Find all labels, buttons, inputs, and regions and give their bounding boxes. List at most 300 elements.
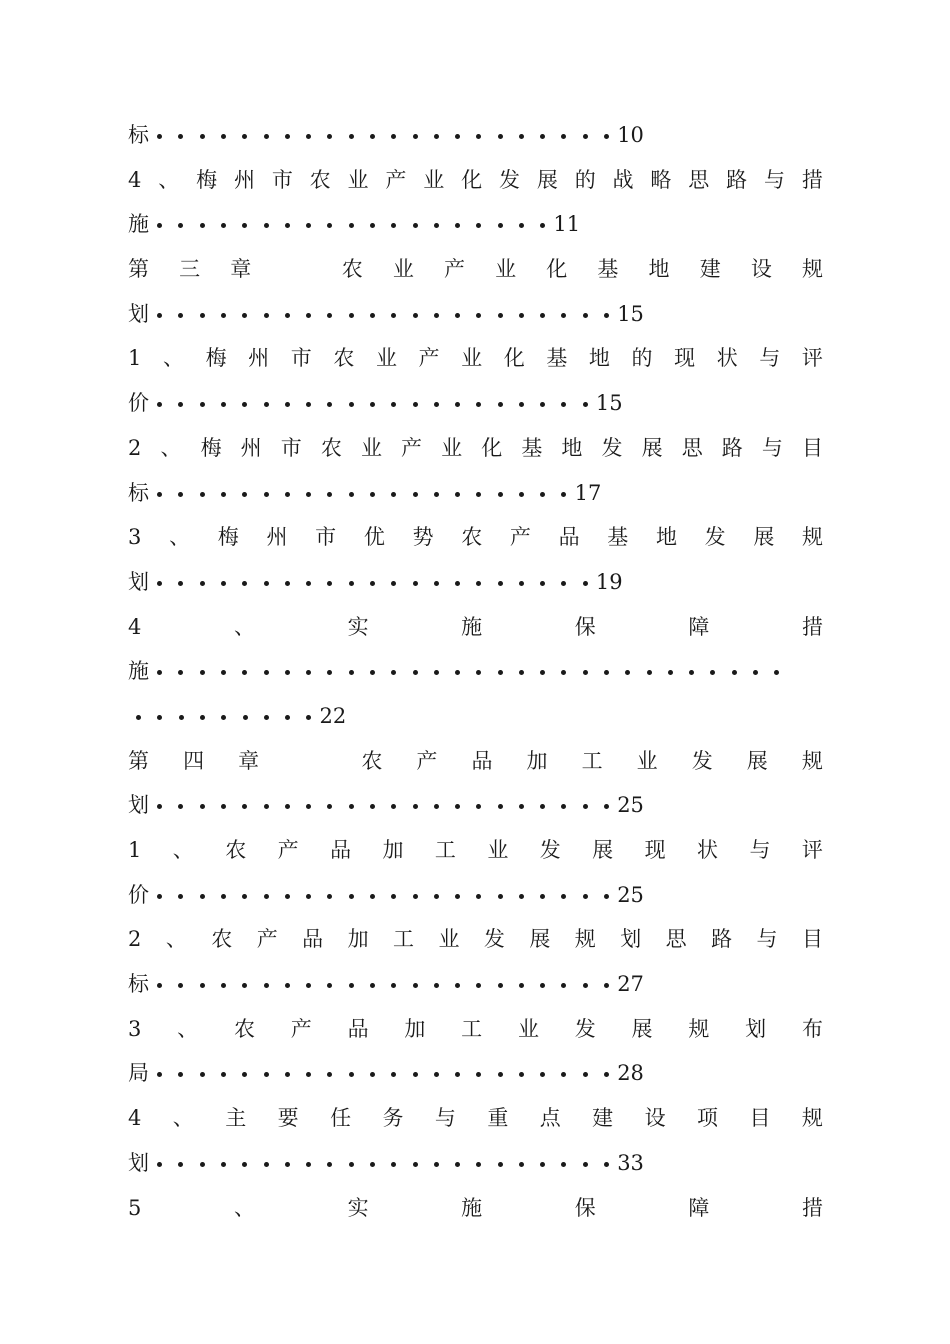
leader-dot bbox=[349, 983, 354, 988]
leader-dot bbox=[434, 492, 439, 497]
toc-entry-leader-line bbox=[128, 1141, 823, 1186]
leader-dot bbox=[327, 223, 332, 228]
leader-dot bbox=[327, 313, 332, 318]
leader-dot bbox=[604, 983, 609, 988]
leader-dot bbox=[774, 670, 779, 675]
leader-dot bbox=[519, 581, 524, 586]
toc-entry-leader-line bbox=[128, 381, 823, 426]
leader-dot bbox=[583, 134, 588, 139]
toc-title-char: 、 bbox=[158, 167, 180, 192]
leader-dot bbox=[455, 983, 460, 988]
leader-dot bbox=[242, 402, 247, 407]
toc-title-char: 规 bbox=[801, 748, 823, 773]
toc-title-char: 发 bbox=[483, 927, 505, 952]
toc-title-char: 实 bbox=[347, 1195, 369, 1220]
toc-title-char: 业 bbox=[495, 257, 517, 282]
leader-dot bbox=[476, 1072, 481, 1077]
toc-entry-leader-line bbox=[128, 292, 823, 337]
toc-entry-title-line bbox=[128, 247, 823, 292]
leader-dot bbox=[519, 223, 524, 228]
leader-dot bbox=[157, 581, 162, 586]
leader-dot bbox=[391, 894, 396, 899]
leader-dot bbox=[498, 134, 503, 139]
leader-dot bbox=[327, 670, 332, 675]
leader-dot bbox=[540, 894, 545, 899]
toc-title-tail: 划 bbox=[128, 1150, 149, 1175]
toc-title-char: 基 bbox=[607, 525, 629, 550]
leader-dot bbox=[285, 894, 290, 899]
leader-dot bbox=[306, 581, 311, 586]
leader-dot bbox=[370, 402, 375, 407]
toc-title-char: 障 bbox=[688, 614, 710, 639]
leader-dot bbox=[583, 804, 588, 809]
leader-dot bbox=[327, 983, 332, 988]
page-number: 22 bbox=[319, 703, 347, 728]
toc-title-char: 州 bbox=[248, 346, 270, 371]
toc-title-char: 路 bbox=[711, 927, 733, 952]
leader-dot bbox=[434, 670, 439, 675]
leader-dot bbox=[391, 134, 396, 139]
page-number: 11 bbox=[553, 212, 581, 237]
leader-dot bbox=[200, 715, 205, 720]
leader-dot bbox=[561, 894, 566, 899]
leader-dot bbox=[540, 1072, 545, 1077]
toc-title-char: 2 bbox=[128, 927, 142, 952]
leader-dot bbox=[413, 402, 418, 407]
leader-dot bbox=[604, 894, 609, 899]
leader-dot bbox=[391, 402, 396, 407]
leader-dot bbox=[200, 670, 205, 675]
toc-title-char: 、 bbox=[177, 1016, 199, 1041]
leader-dot bbox=[200, 492, 205, 497]
leader-dot bbox=[306, 715, 311, 720]
toc-title-char: 市 bbox=[280, 435, 302, 460]
toc-title-char: 发 bbox=[539, 838, 561, 862]
leader-dot bbox=[583, 1072, 588, 1077]
leader-dot bbox=[349, 804, 354, 809]
toc-title-char: 状 bbox=[716, 346, 738, 371]
toc-title-char: 目 bbox=[801, 927, 823, 952]
toc-title-char: 设 bbox=[750, 257, 772, 282]
leader-dot bbox=[583, 402, 588, 407]
leader-dot bbox=[242, 581, 247, 586]
toc-entry-leader-line bbox=[128, 113, 823, 158]
leader-dot bbox=[498, 402, 503, 407]
leader-dot bbox=[349, 223, 354, 228]
leader-dot bbox=[434, 804, 439, 809]
toc-title-char: 发 bbox=[498, 167, 520, 192]
leader-dot bbox=[561, 134, 566, 139]
toc-title-char: 品 bbox=[558, 525, 580, 550]
leader-dot bbox=[221, 1072, 226, 1077]
toc-title-char: 业 bbox=[487, 838, 509, 862]
toc-title-char: 与 bbox=[761, 435, 783, 460]
leader-dot bbox=[349, 402, 354, 407]
toc-title-char: 任 bbox=[330, 1106, 352, 1131]
leader-dot bbox=[434, 134, 439, 139]
toc-title-char: 重 bbox=[487, 1106, 509, 1131]
toc-title-tail: 施 bbox=[128, 212, 149, 237]
leader-dot bbox=[242, 983, 247, 988]
toc-title-char: 产 bbox=[385, 167, 407, 192]
dot-leader bbox=[149, 1141, 617, 1186]
leader-dot bbox=[242, 670, 247, 675]
leader-dot bbox=[306, 402, 311, 407]
leader-dot bbox=[540, 983, 545, 988]
leader-dot bbox=[391, 983, 396, 988]
leader-dot bbox=[498, 1072, 503, 1077]
toc-title-tail: 价 bbox=[128, 882, 149, 907]
toc-title-char: 优 bbox=[363, 525, 385, 550]
toc-entry-leader-line bbox=[128, 1051, 823, 1096]
leader-dot bbox=[157, 983, 162, 988]
toc-title-tail: 施 bbox=[128, 659, 149, 684]
dot-leader bbox=[149, 292, 617, 337]
toc-title-char: 实 bbox=[347, 614, 369, 639]
leader-dot bbox=[157, 402, 162, 407]
leader-dot bbox=[434, 1072, 439, 1077]
dot-leader bbox=[149, 560, 596, 605]
leader-dot bbox=[264, 894, 269, 899]
leader-dot bbox=[264, 715, 269, 720]
toc-title-char: 化 bbox=[461, 167, 483, 192]
toc-title-char: 业 bbox=[438, 927, 460, 952]
leader-dot bbox=[455, 134, 460, 139]
leader-dot bbox=[200, 581, 205, 586]
toc-title-char: 1 bbox=[128, 838, 142, 862]
toc-entry-title-line bbox=[128, 336, 823, 381]
page-number: 27 bbox=[617, 972, 644, 997]
page-number: 19 bbox=[595, 569, 623, 594]
dot-leader bbox=[149, 649, 787, 694]
page-number: 15 bbox=[617, 301, 644, 326]
toc-title-char: 工 bbox=[393, 927, 414, 952]
toc-title-char: 展 bbox=[536, 167, 558, 192]
leader-dot bbox=[285, 1072, 290, 1077]
leader-dot bbox=[285, 581, 290, 586]
toc-title-char: 4 bbox=[128, 167, 142, 192]
leader-dot bbox=[178, 402, 183, 407]
leader-dot bbox=[200, 1072, 205, 1077]
leader-dot bbox=[178, 492, 183, 497]
toc-title-char: 设 bbox=[644, 1106, 666, 1131]
leader-dot bbox=[327, 1162, 332, 1167]
leader-dot bbox=[413, 313, 418, 318]
toc-title-char: 农 bbox=[361, 748, 383, 773]
leader-dot bbox=[561, 1162, 566, 1167]
leader-dot bbox=[647, 670, 652, 675]
leader-dot bbox=[519, 804, 524, 809]
toc-title-char: 3 bbox=[128, 1016, 142, 1041]
toc-entry-title-line bbox=[128, 1186, 823, 1231]
dot-leader bbox=[128, 694, 320, 739]
leader-dot bbox=[285, 804, 290, 809]
toc-title-char: 规 bbox=[688, 1016, 710, 1041]
toc-title-char: 势 bbox=[412, 525, 434, 550]
leader-dot bbox=[498, 983, 503, 988]
leader-dot bbox=[327, 804, 332, 809]
toc-title-char: 路 bbox=[721, 435, 743, 460]
leader-dot bbox=[264, 1072, 269, 1077]
leader-dot bbox=[519, 313, 524, 318]
toc-title-char: 主 bbox=[225, 1106, 247, 1131]
toc-entry-title-line bbox=[128, 1007, 823, 1052]
toc-title-char: 规 bbox=[801, 1106, 823, 1131]
leader-dot bbox=[200, 894, 205, 899]
toc-title-char: 发 bbox=[704, 525, 726, 550]
toc-title-char: 1 bbox=[128, 346, 142, 371]
leader-dot bbox=[264, 1162, 269, 1167]
leader-dot bbox=[476, 223, 481, 228]
leader-dot bbox=[242, 134, 247, 139]
toc-title-tail: 标 bbox=[128, 123, 149, 147]
table-of-contents bbox=[128, 113, 823, 1230]
toc-title-char: 展 bbox=[631, 1016, 653, 1041]
toc-entry-title-line bbox=[128, 158, 823, 203]
leader-dot bbox=[583, 581, 588, 586]
leader-dot bbox=[264, 492, 269, 497]
toc-title-char: 规 bbox=[574, 927, 596, 952]
leader-dot bbox=[498, 894, 503, 899]
toc-title-char: 梅 bbox=[200, 435, 222, 460]
toc-title-char: 基 bbox=[546, 346, 568, 371]
leader-dot bbox=[221, 134, 226, 139]
toc-title-char: 章 bbox=[230, 257, 252, 282]
toc-entry-title-line bbox=[128, 828, 823, 873]
toc-title-char: 章 bbox=[238, 748, 260, 773]
toc-title-char: 产 bbox=[277, 838, 299, 862]
page-number: 25 bbox=[617, 882, 644, 907]
toc-title-char: 市 bbox=[271, 167, 293, 192]
toc-entry-leader-line bbox=[128, 783, 823, 828]
toc-title-char: 布 bbox=[801, 1016, 823, 1041]
leader-dot bbox=[561, 670, 566, 675]
toc-title-char: 建 bbox=[699, 257, 721, 282]
leader-dot bbox=[540, 804, 545, 809]
toc-title-char: 、 bbox=[162, 346, 184, 371]
leader-dot bbox=[540, 492, 545, 497]
leader-dot bbox=[157, 492, 162, 497]
toc-title-char: 、 bbox=[233, 614, 255, 639]
toc-title-char: 农 bbox=[461, 525, 483, 550]
leader-dot bbox=[455, 1162, 460, 1167]
leader-dot bbox=[668, 670, 673, 675]
toc-title-char: 目 bbox=[749, 1106, 771, 1131]
leader-dot bbox=[178, 581, 183, 586]
toc-title-char: 加 bbox=[526, 748, 548, 773]
leader-dot bbox=[200, 1162, 205, 1167]
leader-dot bbox=[221, 223, 226, 228]
toc-title-char: 施 bbox=[461, 614, 483, 639]
leader-dot bbox=[136, 715, 141, 720]
leader-dot bbox=[264, 402, 269, 407]
leader-dot bbox=[157, 134, 162, 139]
leader-dot bbox=[519, 134, 524, 139]
leader-dot bbox=[498, 670, 503, 675]
leader-dot bbox=[285, 402, 290, 407]
leader-dot bbox=[476, 670, 481, 675]
toc-title-tail: 价 bbox=[128, 391, 149, 416]
leader-dot bbox=[178, 313, 183, 318]
toc-title-char: 5 bbox=[128, 1195, 142, 1220]
leader-dot bbox=[391, 1162, 396, 1167]
toc-title-char: 市 bbox=[290, 346, 312, 371]
leader-dot bbox=[264, 804, 269, 809]
leader-dot bbox=[498, 492, 503, 497]
leader-dot bbox=[519, 983, 524, 988]
toc-title-char: 措 bbox=[801, 614, 823, 639]
leader-dot bbox=[434, 983, 439, 988]
leader-dot bbox=[157, 670, 162, 675]
toc-title-char: 与 bbox=[749, 838, 771, 862]
toc-title-char: 业 bbox=[347, 167, 369, 192]
leader-dot bbox=[327, 492, 332, 497]
leader-dot bbox=[604, 1162, 609, 1167]
leader-dot bbox=[455, 1072, 460, 1077]
leader-dot bbox=[306, 983, 311, 988]
leader-dot bbox=[327, 581, 332, 586]
toc-title-char: 业 bbox=[636, 748, 658, 773]
leader-dot bbox=[178, 804, 183, 809]
toc-title-char: 规 bbox=[801, 257, 823, 282]
toc-entry-title-line bbox=[128, 739, 823, 784]
toc-title-char: 思 bbox=[688, 167, 710, 192]
dot-leader bbox=[149, 471, 575, 516]
leader-dot bbox=[242, 1072, 247, 1077]
leader-dot bbox=[476, 804, 481, 809]
leader-dot bbox=[264, 313, 269, 318]
leader-dot bbox=[540, 581, 545, 586]
leader-dot bbox=[540, 1162, 545, 1167]
toc-title-char: 3 bbox=[128, 525, 142, 550]
leader-dot bbox=[434, 581, 439, 586]
toc-title-char: 评 bbox=[801, 346, 823, 371]
leader-dot bbox=[221, 983, 226, 988]
toc-title-char: 地 bbox=[648, 257, 670, 282]
toc-title-char: 产 bbox=[290, 1016, 312, 1041]
toc-title-tail: 局 bbox=[128, 1061, 149, 1086]
leader-dot bbox=[285, 983, 290, 988]
leader-dot bbox=[200, 983, 205, 988]
leader-dot bbox=[264, 670, 269, 675]
toc-title-char: 现 bbox=[674, 346, 696, 371]
leader-dot bbox=[561, 402, 566, 407]
toc-title-char: 略 bbox=[650, 167, 672, 192]
toc-title-char: 保 bbox=[574, 1195, 596, 1220]
leader-dot bbox=[178, 670, 183, 675]
leader-dot bbox=[434, 223, 439, 228]
leader-dot bbox=[370, 804, 375, 809]
toc-title-char: 评 bbox=[801, 838, 823, 862]
toc-title-char: 业 bbox=[423, 167, 445, 192]
leader-dot bbox=[413, 983, 418, 988]
leader-dot bbox=[413, 670, 418, 675]
leader-dot bbox=[519, 1072, 524, 1077]
leader-dot bbox=[200, 313, 205, 318]
leader-dot bbox=[306, 223, 311, 228]
leader-dot bbox=[178, 1162, 183, 1167]
leader-dot bbox=[413, 1072, 418, 1077]
leader-dot bbox=[561, 492, 566, 497]
leader-dot bbox=[476, 402, 481, 407]
leader-dot bbox=[476, 134, 481, 139]
toc-title-char: 基 bbox=[597, 257, 619, 282]
leader-dot bbox=[306, 804, 311, 809]
leader-dot bbox=[306, 894, 311, 899]
toc-title-char: 划 bbox=[745, 1016, 767, 1041]
toc-title-char: 州 bbox=[266, 525, 288, 550]
leader-dot bbox=[157, 804, 162, 809]
toc-title-char: 基 bbox=[521, 435, 543, 460]
leader-dot bbox=[221, 402, 226, 407]
leader-dot bbox=[349, 670, 354, 675]
toc-title-char: 梅 bbox=[196, 167, 218, 192]
leader-dot bbox=[349, 313, 354, 318]
leader-dot bbox=[498, 313, 503, 318]
toc-title-char: 产 bbox=[509, 525, 531, 550]
leader-dot bbox=[519, 492, 524, 497]
toc-title-char: 地 bbox=[655, 525, 677, 550]
toc-entry-leader-line bbox=[128, 962, 823, 1007]
leader-dot bbox=[753, 670, 758, 675]
leader-dot bbox=[391, 223, 396, 228]
leader-dot bbox=[455, 313, 460, 318]
toc-title-char: 农 bbox=[333, 346, 355, 371]
page-number: 33 bbox=[617, 1150, 644, 1175]
leader-dot bbox=[157, 1162, 162, 1167]
toc-title-char: 展 bbox=[592, 838, 614, 862]
toc-title-char: 第 bbox=[128, 257, 149, 282]
leader-dot bbox=[391, 1072, 396, 1077]
toc-entry-title-line bbox=[128, 515, 823, 560]
leader-dot bbox=[349, 581, 354, 586]
leader-dot bbox=[178, 894, 183, 899]
leader-dot bbox=[498, 1162, 503, 1167]
leader-dot bbox=[540, 134, 545, 139]
leader-dot bbox=[498, 804, 503, 809]
leader-dot bbox=[285, 670, 290, 675]
leader-dot bbox=[434, 894, 439, 899]
leader-dot bbox=[349, 1162, 354, 1167]
toc-title-char: 地 bbox=[561, 435, 583, 460]
toc-title-char: 状 bbox=[697, 838, 719, 862]
leader-dot bbox=[306, 1162, 311, 1167]
toc-title-char: 业 bbox=[461, 346, 483, 371]
toc-title-char: 战 bbox=[612, 167, 634, 192]
leader-dot bbox=[157, 1072, 162, 1077]
leader-dot bbox=[434, 402, 439, 407]
leader-dot bbox=[221, 670, 226, 675]
toc-title-char: 业 bbox=[392, 257, 414, 282]
leader-dot bbox=[413, 804, 418, 809]
leader-dot bbox=[413, 492, 418, 497]
toc-title-char: 梅 bbox=[205, 346, 227, 371]
toc-title-char: 思 bbox=[665, 927, 687, 952]
leader-dot bbox=[349, 492, 354, 497]
toc-title-char: 思 bbox=[681, 435, 703, 460]
toc-title-char: 障 bbox=[688, 1195, 710, 1220]
leader-dot bbox=[561, 1072, 566, 1077]
toc-title-tail: 划 bbox=[128, 301, 149, 326]
toc-title-char: 农 bbox=[211, 927, 233, 952]
toc-title-char: 、 bbox=[169, 525, 191, 550]
leader-dot bbox=[540, 402, 545, 407]
leader-dot bbox=[157, 715, 162, 720]
leader-dot bbox=[476, 983, 481, 988]
leader-dot bbox=[327, 894, 332, 899]
leader-dot bbox=[498, 581, 503, 586]
leader-dot bbox=[178, 983, 183, 988]
